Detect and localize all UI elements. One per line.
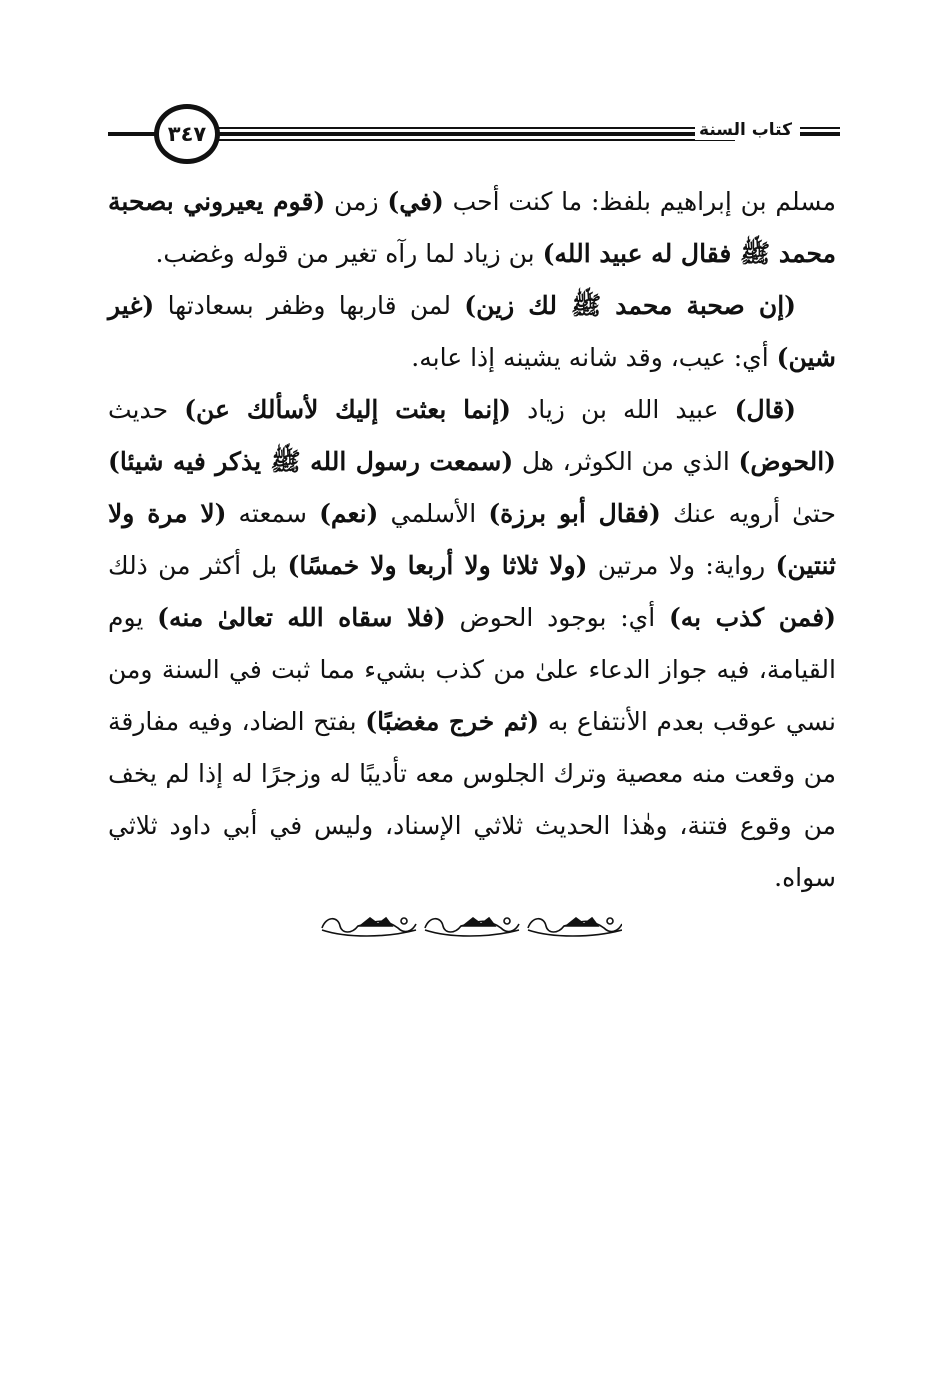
hadith-text: (قال) [734, 395, 796, 424]
commentary-text: يوم القيامة، فيه جواز الدعاء علىٰ من كذب بشيء مما ثبت في السنة ومن نسي عوقب بعدم الأنتفاع به [108, 603, 837, 736]
commentary-text: بل أكثر من ذلك [108, 551, 288, 580]
hadith-text: (غير شين) [108, 291, 836, 372]
hadith-text: (في) [387, 187, 444, 216]
hadith-text: (نعم) [319, 499, 379, 528]
paragraph [108, 280, 836, 384]
commentary-text: لمن قاربها وظفر بسعادتها [154, 291, 465, 320]
paragraph [108, 384, 836, 904]
hadith-text: (ثم خرج مغضبًا) [365, 707, 540, 736]
hadith-text: (قوم يعيروني بصحبة محمد ﷺ فقال له عبيد الله) [108, 187, 836, 268]
paragraph [108, 176, 836, 280]
page-header [108, 100, 840, 170]
header-rule-thin-bottom [218, 139, 735, 141]
hadith-text: (فلا سقاه الله تعالىٰ منه) [157, 603, 446, 632]
hadith-text: (فقال أبو برزة) [488, 499, 661, 528]
hadith-text: (الحوض) [738, 447, 836, 476]
hadith-text: (سمعت رسول الله ﷺ يذكر فيه شيئا) [108, 447, 514, 476]
commentary-text: رواية: ولا مرتين [587, 551, 776, 580]
commentary-text: زمن [325, 187, 388, 216]
commentary-text: حتىٰ أرويه عنك [660, 499, 836, 528]
hadith-text: (إنما بعثت إليك لأسألك عن) [184, 395, 511, 424]
commentary-text: بن زياد لما رآه تغير من قوله وغضب. [155, 239, 543, 268]
commentary-text: بفتح الضاد، وفيه مفارقة من وقعت منه معصية وترك الجلوس معه تأديبًا له وزجرًا له إذا لم يخف من وقوع فتنة، وهٰذا الحديث ثلاثي الإسناد، وليس في أبي داود ثلاثي سواه. [108, 707, 836, 892]
hadith-text: (لا مرة ولا ثنتين) [108, 499, 836, 580]
commentary-text: الأسلمي [378, 499, 489, 528]
header-rule-main [218, 132, 735, 136]
commentary-text: أي: بوجود الحوض [445, 603, 669, 632]
page-number-badge [154, 104, 220, 164]
commentary-text: أي: عيب، وقد شانه يشينه إذا عابه. [411, 343, 777, 372]
commentary-text: مسلم بن إبراهيم بلفظ: ما كنت أحب [443, 187, 837, 216]
hadith-text: (فمن كذب به) [668, 603, 836, 632]
ornamental-divider [316, 908, 622, 946]
hadith-text: (ولا ثلاثا ولا أربعا ولا خمسًا) [287, 551, 588, 580]
header-rule-right-thin [800, 127, 840, 129]
commentary-text: حديث [108, 395, 185, 424]
header-rule-right [800, 132, 840, 136]
header-rule-left [108, 132, 156, 136]
main-text [108, 176, 836, 904]
commentary-text: عبيد الله بن زياد [510, 395, 735, 424]
hadith-text: (إن صحبة محمد ﷺ لك زين) [464, 291, 796, 320]
commentary-text: سمعته [226, 499, 320, 528]
book-title: كتاب السنة [695, 120, 796, 140]
page-number: ٣٤٧ [167, 121, 207, 146]
header-rule-thin-top [218, 127, 735, 129]
commentary-text: الذي من الكوثر، هل [513, 447, 739, 476]
